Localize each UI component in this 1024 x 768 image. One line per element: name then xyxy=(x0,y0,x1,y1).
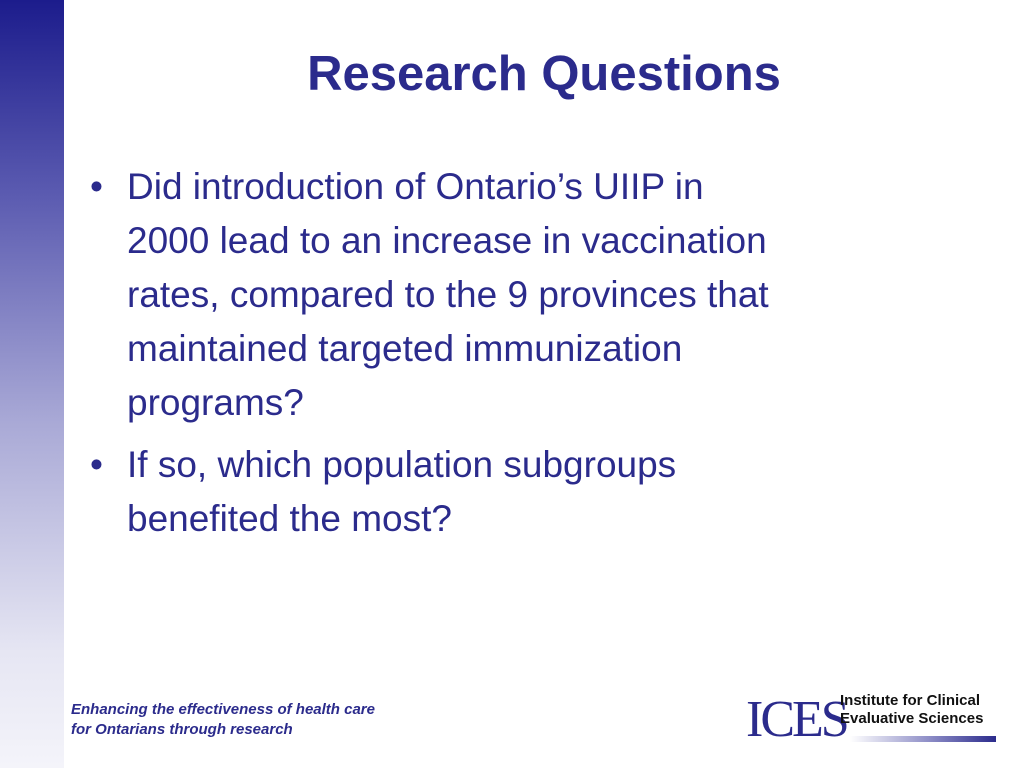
logo-gradient-bar xyxy=(850,736,996,742)
tagline-line-1: Enhancing the effectiveness of health care xyxy=(71,701,375,718)
bullet-text-line: 2000 lead to an increase in vaccination xyxy=(127,220,767,261)
bullet-text-line: rates, compared to the 9 provinces that xyxy=(127,274,769,315)
bullet-text-line: benefited the most? xyxy=(127,498,452,539)
slide-title: Research Questions xyxy=(307,47,781,101)
bullet-text-line: programs? xyxy=(127,382,304,423)
bullet-list xyxy=(90,160,930,554)
ices-logo-mark: ICES xyxy=(746,691,847,748)
bullet-text-line: If so, which population subgroups xyxy=(127,444,677,485)
ices-logo-name xyxy=(840,692,983,728)
bullet-text-line: Did introduction of Ontario’s UIIP in xyxy=(127,166,704,207)
logo-name-line-2: Evaluative Sciences xyxy=(840,710,984,727)
bullet-marker: • xyxy=(90,166,103,207)
decorative-side-band xyxy=(0,0,64,768)
ices-logo xyxy=(746,690,1000,746)
tagline-line-2: for Ontarians through research xyxy=(71,721,293,738)
bullet-item-1 xyxy=(90,160,930,430)
bullet-item-2 xyxy=(90,438,930,546)
logo-name-line-1: Institute for Clinical xyxy=(840,692,981,709)
footer-tagline xyxy=(71,700,375,740)
bullet-text-line: maintained targeted immunization xyxy=(127,328,683,369)
bullet-marker: • xyxy=(90,444,103,485)
